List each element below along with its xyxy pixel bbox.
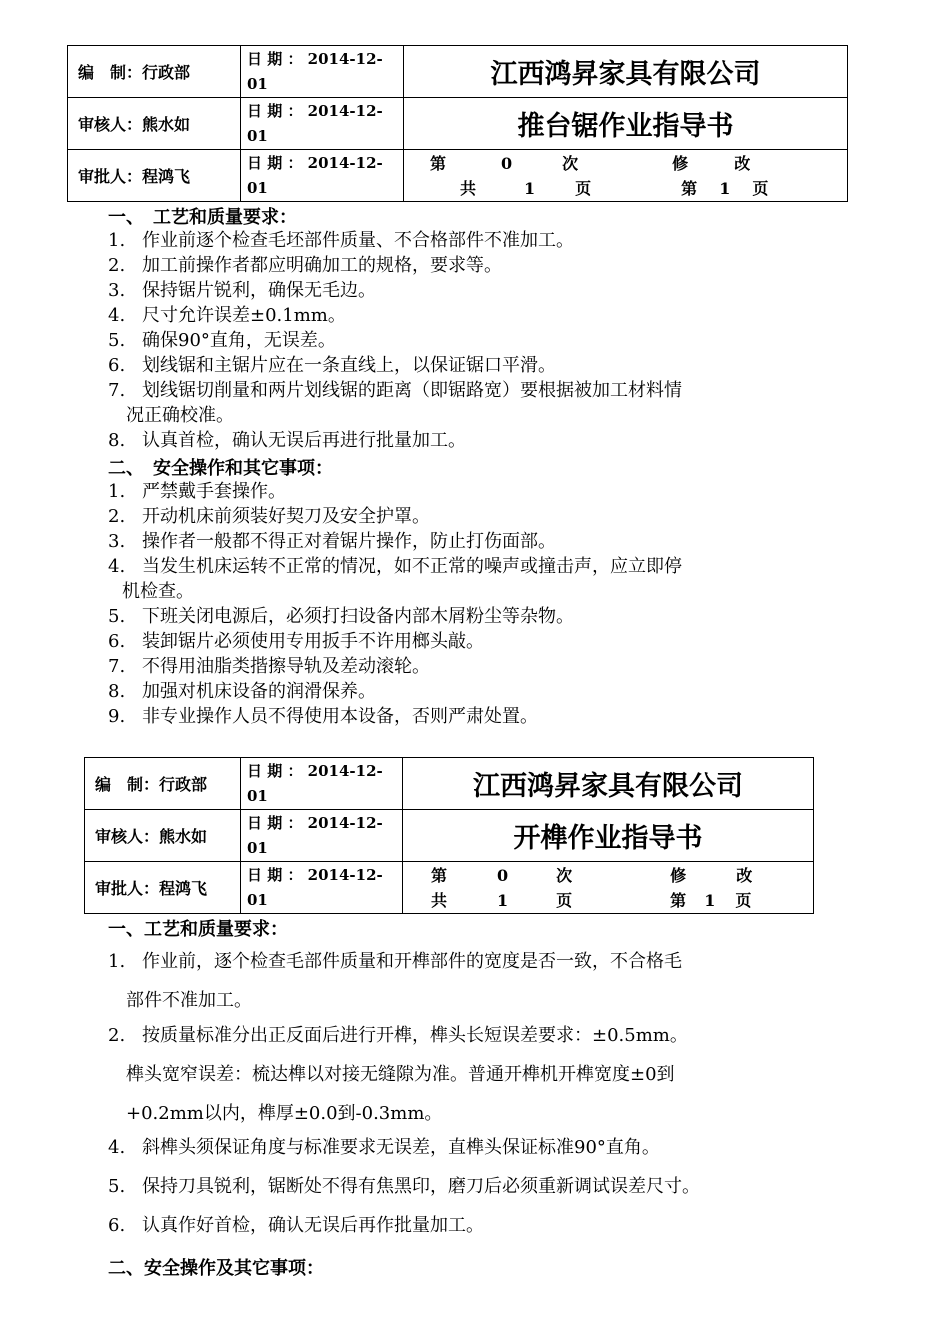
item-number: 7.: [108, 380, 126, 401]
date-field: 日 期 ： 2014-12-01: [241, 150, 404, 202]
page-text: 第: [681, 178, 698, 198]
item-text: 斜榫头须保证角度与标准要求无误差，直榫头保证标准90°直角。: [142, 1137, 660, 1158]
item-number: 5.: [108, 330, 126, 351]
list-item: [108, 378, 838, 428]
page-text: 页: [752, 178, 769, 198]
item-number: 9.: [108, 706, 126, 727]
item-text: 作业前，逐个检查毛部件质量和开榫部件的宽度是否一致，不合格毛: [142, 951, 682, 972]
rev-text: 修: [670, 865, 687, 885]
item-text: 严禁戴手套操作。: [142, 481, 286, 502]
list-item: [108, 428, 838, 453]
item-text: 装卸锯片必须使用专用扳手不许用榔头敲。: [142, 631, 484, 652]
rev-text: 改: [736, 865, 753, 885]
item-number: 8.: [108, 430, 126, 451]
item-number: 2.: [108, 1025, 126, 1046]
item-number: 5.: [108, 1176, 126, 1197]
document-title: 推台锯作业指导书: [404, 98, 848, 150]
approver-label: 审批人：程鸿飞: [85, 862, 241, 914]
list-item: [108, 704, 838, 729]
page-text: 页: [556, 890, 573, 910]
item-text: 非专业操作人员不得使用本设备，否则严肃处置。: [142, 706, 538, 727]
list-item: [108, 679, 838, 704]
item-continuation: 机检查。: [122, 581, 194, 602]
rev-text: 修: [672, 153, 689, 173]
item-number: 1.: [108, 481, 126, 502]
page-text: 共: [460, 178, 477, 198]
item-text: 当发生机床运转不正常的情况，如不正常的噪声或撞击声，应立即停: [142, 556, 682, 577]
approver-label: 审批人：程鸿飞: [68, 150, 241, 202]
document-title: 开榫作业指导书: [403, 810, 814, 862]
page-text: 页: [735, 890, 752, 910]
revision-info: [404, 150, 848, 202]
list-item: [108, 253, 838, 278]
page-line: [404, 176, 847, 201]
item-number: 5.: [108, 606, 126, 627]
list-item: [108, 654, 838, 679]
header-table-2: [84, 757, 814, 914]
item-number: 3.: [108, 531, 126, 552]
item-continuation: 况正确校准。: [126, 405, 234, 426]
section-heading-safety: 二、 安全操作和其它事项：: [108, 458, 333, 479]
page-text: 页: [575, 178, 592, 198]
header-table-1: [67, 45, 848, 202]
company-name: 江西鸿昇家具有限公司: [404, 46, 848, 98]
item-number: 1.: [108, 951, 126, 972]
item-number: 2.: [108, 255, 126, 276]
rev-text: 次: [556, 865, 573, 885]
list-item: [108, 554, 838, 604]
compiler-label: 编 制：行政部: [68, 46, 241, 98]
item-text: 划线锯和主锯片应在一条直线上，以保证锯口平滑。: [142, 355, 556, 376]
page-text: 共: [431, 890, 448, 910]
rev-number: 0: [501, 153, 513, 173]
item-number: 4.: [108, 305, 126, 326]
reviewer-label: 审核人：熊水如: [68, 98, 241, 150]
company-name: 江西鸿昇家具有限公司: [403, 758, 814, 810]
item-text: 保持锯片锐利，确保无毛边。: [142, 280, 376, 301]
date-field: 日 期 ： 2014-12-01: [241, 810, 403, 862]
item-text: 加强对机床设备的润滑保养。: [142, 681, 376, 702]
item-text: 下班关闭电源后，必须打扫设备内部木屑粉尘等杂物。: [142, 606, 574, 627]
rev-text: 改: [734, 153, 751, 173]
list-item: [108, 504, 838, 529]
item-text: 确保90°直角，无误差。: [142, 330, 336, 351]
section-heading-safety: 二、安全操作及其它事项：: [108, 1258, 324, 1279]
date-field: 日 期 ： 2014-12-01: [241, 862, 403, 914]
list-item: [108, 1167, 838, 1206]
revision-line: [403, 863, 813, 888]
item-number: 3.: [108, 280, 126, 301]
rev-number: 0: [497, 865, 509, 885]
list-item: [108, 1206, 838, 1245]
list-item: [108, 942, 838, 1020]
item-number: 8.: [108, 681, 126, 702]
item-text: 认真作好首检，确认无误后再作批量加工。: [142, 1215, 484, 1236]
item-number: 4.: [108, 556, 126, 577]
section-heading-quality: 一、工艺和质量要求：: [108, 919, 288, 940]
list-item: [108, 529, 838, 554]
rev-text: 次: [562, 153, 579, 173]
date-field: 日 期 ： 2014-12-01: [241, 758, 403, 810]
item-text: 尺寸允许误差±0.1mm。: [142, 305, 346, 326]
list-item: [108, 328, 838, 353]
item-continuation: 部件不准加工。: [126, 990, 252, 1011]
date-field: 日 期 ： 2014-12-01: [241, 98, 404, 150]
page-number: 1: [497, 890, 509, 910]
date-field: 日 期 ： 2014-12-01: [241, 46, 404, 98]
rev-text: 第: [431, 865, 448, 885]
list-item: [108, 629, 838, 654]
list-item: [108, 303, 838, 328]
list-item: [108, 228, 838, 253]
list-item: [108, 1128, 838, 1167]
page-number: 1: [719, 178, 731, 198]
item-text: 认真首检，确认无误后再进行批量加工。: [142, 430, 466, 451]
rev-text: 第: [430, 153, 447, 173]
item-number: 6.: [108, 631, 126, 652]
page-number: 1: [524, 178, 536, 198]
item-number: 2.: [108, 506, 126, 527]
item-text: 加工前操作者都应明确加工的规格，要求等。: [142, 255, 502, 276]
item-text: 不得用油脂类揩擦导轨及差动滚轮。: [142, 656, 430, 677]
item-text: 操作者一般都不得正对着锯片操作，防止打伤面部。: [142, 531, 556, 552]
list-item: [108, 479, 838, 504]
item-number: 1.: [108, 230, 126, 251]
item-text: 开动机床前须装好契刀及安全护罩。: [142, 506, 430, 527]
revision-info: [403, 862, 814, 914]
page-number: 1: [704, 890, 716, 910]
section-heading-quality: 一、 工艺和质量要求：: [108, 207, 297, 228]
item-text: 划线锯切削量和两片划线锯的距离（即锯路宽）要根据被加工材料情: [142, 380, 682, 401]
compiler-label: 编 制：行政部: [85, 758, 241, 810]
revision-line: [404, 151, 847, 176]
list-item: [108, 1016, 838, 1133]
item-number: 6.: [108, 355, 126, 376]
item-text: 保持刀具锐利，锯断处不得有焦黑印，磨刀后必须重新调试误差尺寸。: [142, 1176, 700, 1197]
item-number: 4.: [108, 1137, 126, 1158]
list-item: [108, 604, 838, 629]
page-line: [403, 888, 813, 913]
item-number: 6.: [108, 1215, 126, 1236]
item-continuation: 榫头宽窄误差：梳达榫以对接无缝隙为准。普通开榫机开榫宽度±0到: [126, 1064, 675, 1085]
item-continuation: +0.2mm以内，榫厚±0.0到-0.3mm。: [126, 1103, 443, 1124]
reviewer-label: 审核人：熊水如: [85, 810, 241, 862]
item-text: 按质量标准分出正反面后进行开榫，榫头长短误差要求：±0.5mm。: [142, 1025, 688, 1046]
list-item: [108, 353, 838, 378]
item-text: 作业前逐个检查毛坯部件质量、不合格部件不准加工。: [142, 230, 574, 251]
list-item: [108, 278, 838, 303]
page-text: 第: [670, 890, 687, 910]
item-number: 7.: [108, 656, 126, 677]
